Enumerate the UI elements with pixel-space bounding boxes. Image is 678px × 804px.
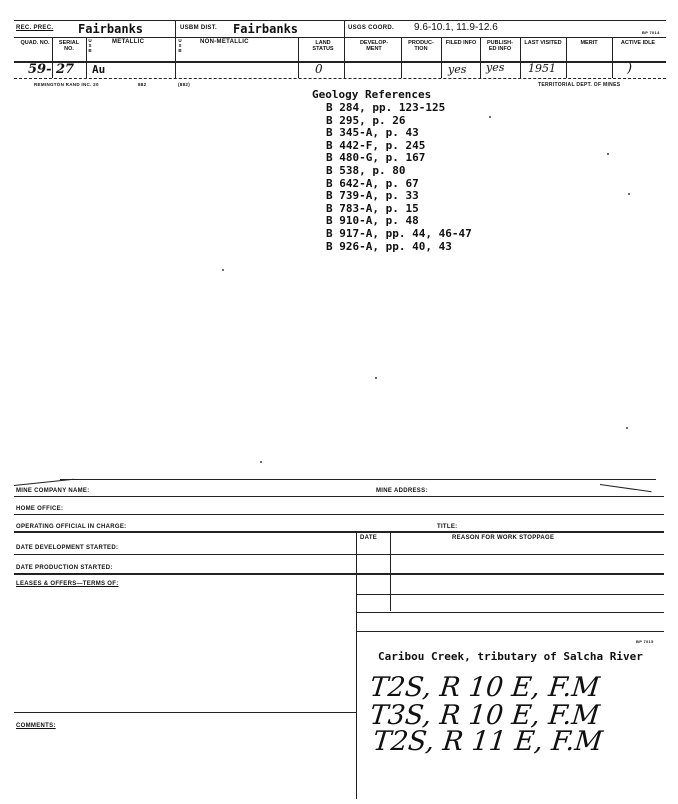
operating-official-label: OPERATING OFFICIAL IN CHARGE: [16, 524, 127, 530]
usbm-dist-label: USBM DIST. [180, 25, 218, 31]
printer-code: 882 [138, 82, 147, 87]
col-non-metallic: NON-METALLIC [200, 39, 249, 45]
reference-item: B 538, p. 80 [326, 163, 406, 177]
scan-speck [607, 153, 609, 155]
metallic-value: Au [92, 63, 106, 76]
active-idle-mark: ) [627, 61, 633, 76]
dev-started-label: DATE DEVELOPMENT STARTED: [16, 545, 119, 551]
reference-item: B 910-A, p. 48 [326, 214, 419, 228]
scan-speck [375, 377, 377, 379]
col-development: DEVELOP- MENT [359, 40, 389, 52]
divider [60, 479, 656, 480]
quad-serial-value: 59- 27 [28, 62, 75, 77]
col-usbm-code-2: U S B [178, 38, 182, 53]
form-number-2: BP 7015 [636, 639, 654, 644]
township-range-1: T2S, R 10 E, F.M [368, 672, 602, 703]
reference-item: B 642-A, p. 67 [326, 176, 419, 190]
township-range-2: T3S, R 10 E, F.M [368, 700, 602, 731]
reference-item: B 917-A, pp. 44, 46-47 [326, 226, 472, 240]
col-filed-info: FILED INFO [445, 40, 477, 46]
divider [600, 484, 652, 492]
land-status-value: 0 [315, 62, 323, 76]
col-usbm-code: U S B [88, 38, 92, 53]
filed-info-value: yes [448, 63, 467, 76]
printer-imprint: REMINGTON RAND INC. 20 [34, 82, 99, 87]
usgs-coord-value: 9.6-10.1, 11.9-12.6 [414, 22, 498, 33]
rec-prec-value: Fairbanks [78, 22, 144, 36]
col-published-info: PUBLISH- ED INFO [487, 40, 513, 52]
reference-item: B 284, pp. 123-125 [326, 101, 446, 114]
mine-company-label: MINE COMPANY NAME: [16, 488, 90, 494]
col-last-visited: LAST VISITED [524, 40, 562, 46]
reference-item: B 442-F, p. 245 [326, 138, 426, 152]
col-metallic: METALLIC [112, 39, 145, 45]
usbm-dist-value: Fairbanks [233, 22, 299, 36]
col-production: PRODUC- TION [408, 40, 434, 52]
scan-speck [260, 461, 262, 463]
township-range-3: T2S, R 11 E, F.M [371, 726, 605, 757]
mine-address-label: MINE ADDRESS: [376, 488, 428, 494]
title-label: TITLE: [437, 524, 458, 530]
usgs-coord-label: USGS COORD. [348, 25, 394, 31]
reference-item: B 739-A, p. 33 [326, 189, 419, 203]
scan-speck [489, 116, 491, 118]
col-serial-no: SERIAL NO. [58, 40, 80, 52]
geology-references-list [326, 102, 472, 253]
form-number: BP 7014 [642, 30, 660, 35]
reason-label: REASON FOR WORK STOPPAGE [452, 535, 555, 541]
scan-speck [626, 427, 628, 429]
reference-item: B 480-G, p. 167 [326, 151, 426, 165]
last-visited-value: 1951 [528, 62, 556, 75]
reference-item: B 926-A, pp. 40, 43 [326, 239, 452, 253]
geology-references-title: Geology References [312, 88, 432, 101]
scan-speck [222, 269, 224, 271]
published-info-value: yes [486, 61, 505, 74]
prod-started-label: DATE PRODUCTION STARTED: [16, 565, 113, 571]
home-office-label: HOME OFFICE: [16, 506, 64, 512]
comments-label: COMMENTS: [16, 723, 56, 729]
col-active-idle: ACTIVE IDLE [620, 40, 656, 46]
reference-item: B 295, p. 26 [326, 113, 406, 127]
col-quad-no: QUAD. NO. [20, 40, 50, 46]
territorial-dept: TERRITORIAL DEPT. OF MINES [538, 82, 621, 88]
rec-prec-label: REC. PREC. [16, 25, 54, 31]
col-merit: MERIT [580, 40, 598, 46]
reference-item: B 345-A, p. 43 [326, 126, 419, 140]
date-label: DATE [360, 535, 378, 541]
scan-speck [628, 193, 630, 195]
leases-label: LEASES & OFFERS—TERMS OF: [16, 581, 119, 587]
col-land-status: LAND STATUS [312, 40, 334, 52]
divider [14, 479, 74, 486]
reference-item: B 783-A, p. 15 [326, 201, 419, 215]
location-typed: Caribou Creek, tributary of Salcha River [378, 650, 643, 663]
printer-code-2: (882) [178, 82, 191, 87]
